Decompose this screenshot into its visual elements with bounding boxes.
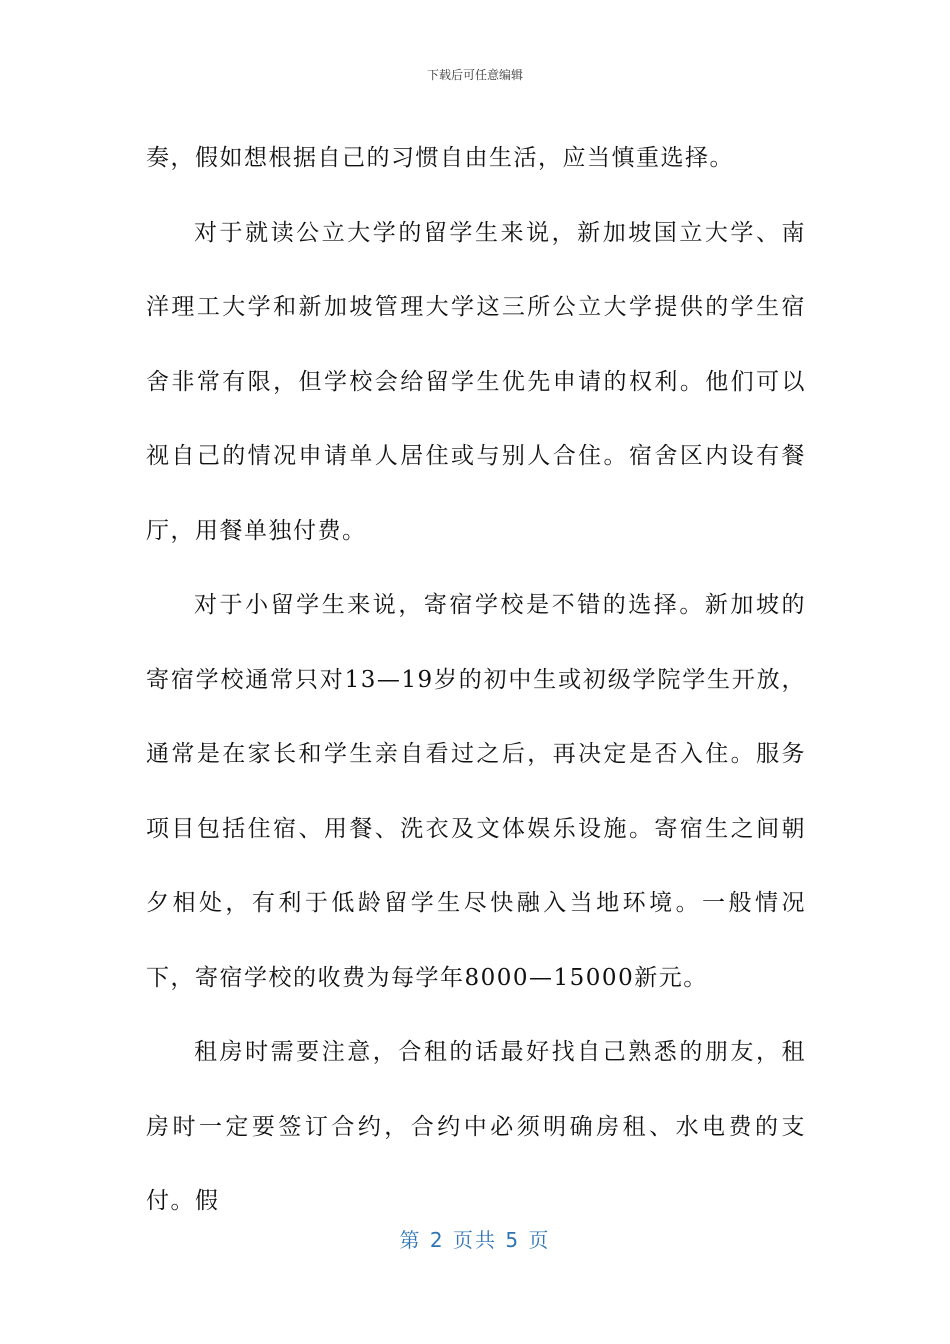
page-number-footer: 第 2 页共 5 页	[399, 1228, 551, 1252]
page-header-note: 下载后可任意编辑	[426, 68, 523, 82]
document-body	[146, 121, 806, 1239]
paragraph-public-university-dorms: 对于就读公立大学的留学生来说，新加坡国立大学、南洋理工大学和新加坡管理大学这三所公立大学提供的学生宿舍非常有限，但学校会给留学生优先申请的权利。他们可以视自己的情况申请单人居住或与别人合住。宿舍区内设有餐厅，用餐单独付费。	[146, 219, 806, 544]
paragraph-continuation: 奏，假如想根据自己的习惯自由生活，应当慎重选择。	[146, 145, 734, 171]
paragraph-boarding-schools: 对于小留学生来说，寄宿学校是不错的选择。新加坡的寄宿学校通常只对13—19岁的初中生或初级学院学生开放，通常是在家长和学生亲自看过之后，再决定是否入住。服务项目包括住宿、用餐、洗衣及文体娱乐设施。寄宿生之间朝夕相处，有利于低龄留学生尽快融入当地环境。一般情况下，寄宿学校的收费为每学年8000—15000新元。	[146, 592, 806, 991]
paragraph-renting-advice: 租房时需要注意，合租的话最好找自己熟悉的朋友，租房时一定要签订合约，合约中必须明确房租、水电费的支付。假	[146, 1039, 806, 1214]
